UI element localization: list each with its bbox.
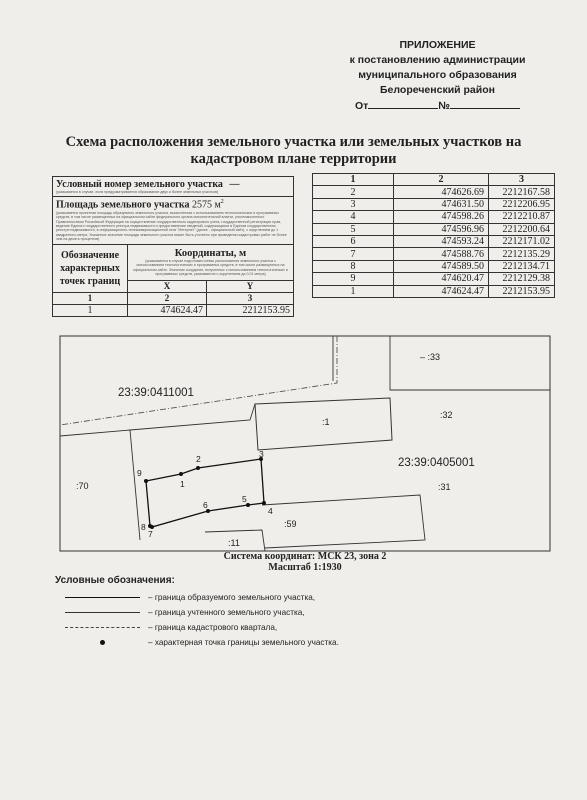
y-cell: 2212153.95 [489, 285, 555, 297]
point-cell: 4 [313, 211, 394, 223]
legend-swatch-formed [65, 597, 140, 598]
x-cell: 474593.24 [394, 235, 489, 247]
title-line-2: кадастровом плане территории [190, 151, 397, 167]
boundary-point-4 [262, 501, 266, 505]
coords-header: Координаты, м [174, 247, 247, 259]
x-cell: 474588.76 [394, 248, 489, 260]
boundary-point-1 [179, 472, 183, 476]
map-frame [60, 336, 550, 551]
x-header: X [128, 280, 207, 292]
header-col-1: 1 [313, 174, 394, 186]
designation-header: Обозначение характерных точек границ [53, 244, 128, 292]
x-cell: 474620.47 [394, 273, 489, 285]
y-header: Y [207, 280, 294, 292]
area-label: Площадь земельного участка [56, 199, 190, 211]
y-cell: 2212129.38 [489, 273, 555, 285]
parcel-label-1: :1 [322, 417, 330, 427]
point-cell: 9 [313, 273, 394, 285]
area-note: (указывается проектная площадь образуемого земельного участка, вычисленная с использованием технологических и программных средств, в том числе размещенных на официальном сайте федерального органа исполнительной власти, уполномоченного Правительством Российской Федерации на осуществление государственного кадастрового учета, государственной регистрации прав, ведение Единого государственного реестра недвижимости и предоставление сведений, содержащихся в Едином государственном реестре недвижимости, в информационно-телекоммуникационной сети "Интернет" (далее - официальный сайт), с округлением до 1 квадратного метра. Указанное значение площади земельного участка может быть уточнено при проведении кадастровых работ не более чем на десять процентов) [56, 210, 287, 242]
header-col-3: 3 [489, 174, 555, 186]
appendix-line-4: Белореченский район [380, 84, 495, 96]
parcel-label-11: :11 [228, 538, 240, 548]
point-cell: 7 [313, 248, 394, 260]
appendix-line-3: муниципального образования [358, 69, 517, 81]
legend [55, 575, 475, 650]
legend-swatch-point [65, 638, 140, 647]
y-cell: 2212135.29 [489, 248, 555, 260]
point-label-3: 3 [259, 449, 264, 459]
quarter-label-2: 23:39:0405001 [398, 457, 475, 469]
parcel-70-inner [130, 404, 255, 430]
legend-text-registered: – граница учтенного земельного участка, [148, 608, 305, 617]
point-label-6: 6 [203, 500, 208, 510]
point-cell: 8 [313, 260, 394, 272]
point-label-8: 8 [141, 522, 146, 532]
parcel-label-70: :70 [76, 481, 89, 491]
point-cell: 3 [313, 198, 394, 210]
x-cell: 474626.69 [394, 186, 489, 198]
parcel-33-boundary [390, 336, 550, 390]
x-cell: 474631.50 [394, 198, 489, 210]
x-cell: 474624.47 [394, 285, 489, 297]
legend-text-point: – характерная точка границы земельного участка. [148, 638, 339, 647]
area-unit-sup: 2 [220, 199, 224, 206]
number-prefix: № [438, 100, 451, 112]
col-number-2: 2 [128, 292, 207, 304]
formed-parcel-boundary [146, 459, 264, 527]
point-cell: 1 [53, 304, 128, 316]
legend-item-formed [55, 590, 475, 605]
legend-title: Условные обозначения: [55, 575, 175, 586]
parcel-label-32: :32 [440, 410, 453, 420]
col-number-3: 3 [207, 292, 294, 304]
quarter-label-1: 23:39:0411001 [118, 387, 194, 399]
y-cell: 2212210.87 [489, 211, 555, 223]
x-cell: 474596.96 [394, 223, 489, 235]
parcel-70-boundary [60, 430, 140, 540]
map-footer [60, 551, 550, 573]
legend-item-quarter [55, 620, 475, 635]
point-label-9: 9 [137, 468, 142, 478]
x-cell: 474624.47 [128, 304, 207, 316]
boundary-point-9 [144, 479, 148, 483]
y-cell: 2212200.64 [489, 223, 555, 235]
parcel-label-31: :31 [438, 482, 451, 492]
plot-number-label: Условный номер земельного участка [56, 179, 223, 190]
legend-point-dot-icon [100, 640, 105, 645]
y-cell: 2212167.58 [489, 186, 555, 198]
coordinate-system: Система координат: МСК 23, зона 2 [223, 551, 387, 562]
y-cell: 2212134.71 [489, 260, 555, 272]
quarter-boundary [60, 336, 337, 425]
point-label-2: 2 [196, 454, 201, 464]
y-cell: 2212206.95 [489, 198, 555, 210]
area-value: 2575 м [191, 199, 221, 211]
legend-item-point [55, 635, 475, 650]
appendix-line-2: к постановлению администрации [349, 54, 526, 66]
legend-swatch-registered [65, 612, 140, 613]
y-cell: 2212171.02 [489, 235, 555, 247]
boundary-points [144, 457, 266, 529]
point-label-1: 1 [180, 479, 185, 489]
col-number-1: 1 [53, 292, 128, 304]
point-label-4: 4 [268, 506, 273, 516]
legend-text-quarter: – граница кадастрового квартала, [148, 623, 278, 632]
parcel-label-33: – :33 [420, 352, 441, 362]
y-cell: 2212153.95 [207, 304, 294, 316]
x-cell: 474598.26 [394, 211, 489, 223]
legend-swatch-quarter [65, 627, 140, 628]
point-cell: 1 [313, 285, 394, 297]
point-cell: 6 [313, 235, 394, 247]
point-cell: 5 [313, 223, 394, 235]
boundary-point-8 [148, 524, 152, 528]
legend-text-formed: – граница образуемого земельного участка, [148, 593, 316, 602]
date-prefix: От [354, 100, 369, 112]
point-label-5: 5 [242, 494, 247, 504]
coords-note: (указываются в случае подготовки схемы расположения земельного участка с использованием технологических и программных средств, в том числе размещенных на официальном сайте. Значение координат, полученных с использованием технологических и программных средств, указываются с округлением до 0,01 метра) [133, 258, 288, 276]
title-line-1: Схема расположения земельного участка или земельных участков на [65, 134, 522, 150]
plot-number-note: (указывается в случае, если предусматривается образование двух и более земельных участков) [56, 190, 219, 194]
parcel-label-59: :59 [284, 519, 297, 529]
point-cell: 2 [313, 186, 394, 198]
header-col-2: 2 [394, 174, 489, 186]
x-cell: 474589.50 [394, 260, 489, 272]
map-scale: Масштаб 1:1930 [268, 562, 342, 573]
plot-number-value: — [229, 179, 240, 190]
boundary-point-2 [196, 466, 200, 470]
appendix-title: ПРИЛОЖЕНИЕ [399, 39, 476, 51]
legend-item-registered [55, 605, 475, 620]
point-label-7: 7 [148, 529, 153, 539]
